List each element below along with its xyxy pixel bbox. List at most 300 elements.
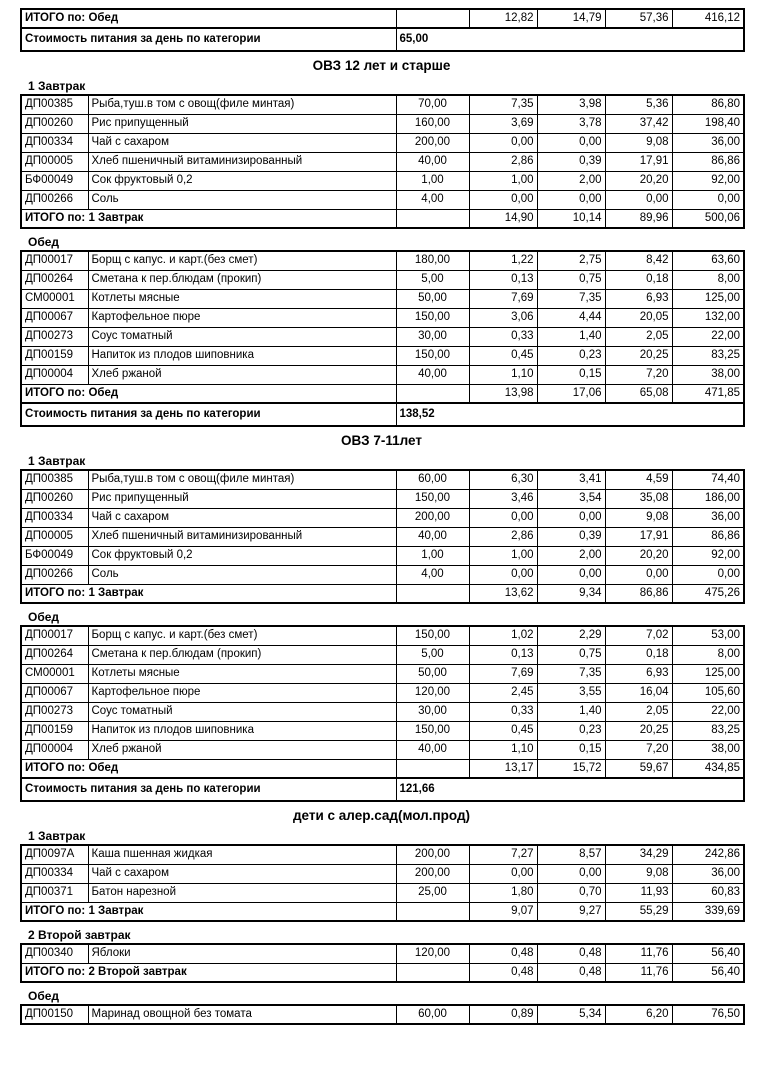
total-row-value: 9,07 <box>469 902 537 921</box>
item-code: ДП00017 <box>21 626 88 645</box>
item-value: 0,18 <box>605 645 672 664</box>
item-value: 1,40 <box>537 702 605 721</box>
meal-table <box>20 469 745 604</box>
item-code: ДП00273 <box>21 702 88 721</box>
item-value: 0,48 <box>469 944 537 963</box>
item-value: 2,29 <box>537 626 605 645</box>
item-value: 1,02 <box>469 626 537 645</box>
item-code: ДП00273 <box>21 327 88 346</box>
meal-table <box>20 1004 745 1025</box>
item-value: 20,25 <box>605 346 672 365</box>
total-row-value: 86,86 <box>605 584 672 603</box>
item-value: 53,00 <box>672 626 744 645</box>
item-value: 5,36 <box>605 95 672 114</box>
item-code: ДП00005 <box>21 527 88 546</box>
item-value: 74,40 <box>672 470 744 489</box>
item-name: Борщ с капус. и карт.(без смет) <box>88 626 396 645</box>
total-row-value: 57,36 <box>605 9 672 28</box>
item-qty: 200,00 <box>396 845 469 864</box>
item-value: 2,05 <box>605 702 672 721</box>
item-name: Маринад овощной без томата <box>88 1005 396 1024</box>
total-row-value: 0,48 <box>469 963 537 982</box>
item-value: 2,86 <box>469 527 537 546</box>
item-value: 3,55 <box>537 683 605 702</box>
item-value: 86,86 <box>672 527 744 546</box>
item-value: 8,00 <box>672 645 744 664</box>
item-value: 9,08 <box>605 864 672 883</box>
item-code: ДП0097А <box>21 845 88 864</box>
item-name: Чай с сахаром <box>88 508 396 527</box>
total-row-label: ИТОГО по: 2 Второй завтрак <box>21 963 396 982</box>
item-value: 8,00 <box>672 270 744 289</box>
item-value: 83,25 <box>672 721 744 740</box>
item-value: 6,93 <box>605 664 672 683</box>
total-row-value: 56,40 <box>672 963 744 982</box>
total-row <box>21 209 744 228</box>
item-code: ДП00334 <box>21 864 88 883</box>
item-value: 105,60 <box>672 683 744 702</box>
total-row-value: 89,96 <box>605 209 672 228</box>
meal-title: 2 Второй завтрак <box>28 928 131 942</box>
item-value: 0,23 <box>537 346 605 365</box>
item-value: 242,86 <box>672 845 744 864</box>
item-qty: 200,00 <box>396 864 469 883</box>
item-row <box>21 721 744 740</box>
item-qty: 180,00 <box>396 251 469 270</box>
item-value: 9,08 <box>605 508 672 527</box>
total-row-label: ИТОГО по: 1 Завтрак <box>21 902 396 921</box>
item-qty: 30,00 <box>396 327 469 346</box>
item-value: 7,35 <box>469 95 537 114</box>
total-row-value: 471,85 <box>672 384 744 403</box>
total-row-value: 14,90 <box>469 209 537 228</box>
item-code: БФ00049 <box>21 171 88 190</box>
item-value: 35,08 <box>605 489 672 508</box>
item-value: 7,35 <box>537 664 605 683</box>
item-name: Борщ с капус. и карт.(без смет) <box>88 251 396 270</box>
item-name: Чай с сахаром <box>88 864 396 883</box>
item-qty: 4,00 <box>396 565 469 584</box>
item-value: 7,02 <box>605 626 672 645</box>
total-row-label: ИТОГО по: Обед <box>21 384 396 403</box>
item-row <box>21 883 744 902</box>
item-value: 0,70 <box>537 883 605 902</box>
item-value: 0,00 <box>672 190 744 209</box>
item-row <box>21 527 744 546</box>
day-cost-value: 121,66 <box>396 778 744 801</box>
item-name: Сметана к пер.блюдам (прокип) <box>88 645 396 664</box>
item-value: 0,23 <box>537 721 605 740</box>
item-value: 86,80 <box>672 95 744 114</box>
item-value: 76,50 <box>672 1005 744 1024</box>
item-qty: 160,00 <box>396 114 469 133</box>
total-row-value: 55,29 <box>605 902 672 921</box>
item-value: 56,40 <box>672 944 744 963</box>
item-value: 4,44 <box>537 308 605 327</box>
category-title: ОВЗ 12 лет и старше <box>312 58 451 73</box>
item-code: ДП00159 <box>21 346 88 365</box>
item-name: Напиток из плодов шиповника <box>88 721 396 740</box>
item-value: 60,83 <box>672 883 744 902</box>
item-value: 3,69 <box>469 114 537 133</box>
item-code: ДП00067 <box>21 683 88 702</box>
item-value: 83,25 <box>672 346 744 365</box>
total-row-label: ИТОГО по: 1 Завтрак <box>21 584 396 603</box>
item-name: Соус томатный <box>88 702 396 721</box>
total-row-label: ИТОГО по: 1 Завтрак <box>21 209 396 228</box>
item-value: 4,59 <box>605 470 672 489</box>
item-value: 0,18 <box>605 270 672 289</box>
item-value: 0,39 <box>537 152 605 171</box>
item-code: ДП00266 <box>21 190 88 209</box>
item-value: 3,78 <box>537 114 605 133</box>
item-value: 0,75 <box>537 645 605 664</box>
item-value: 3,41 <box>537 470 605 489</box>
item-value: 6,30 <box>469 470 537 489</box>
item-value: 0,00 <box>469 133 537 152</box>
item-value: 0,00 <box>537 508 605 527</box>
item-qty: 50,00 <box>396 664 469 683</box>
item-value: 0,89 <box>469 1005 537 1024</box>
item-qty: 25,00 <box>396 883 469 902</box>
item-qty: 150,00 <box>396 721 469 740</box>
total-row-empty-cell <box>396 584 469 603</box>
item-value: 1,10 <box>469 365 537 384</box>
item-name: Хлеб ржаной <box>88 365 396 384</box>
item-qty: 40,00 <box>396 365 469 384</box>
item-name: Чай с сахаром <box>88 133 396 152</box>
item-value: 0,00 <box>537 565 605 584</box>
item-row <box>21 289 744 308</box>
item-name: Соль <box>88 190 396 209</box>
item-row <box>21 346 744 365</box>
item-code: ДП00334 <box>21 508 88 527</box>
item-qty: 150,00 <box>396 308 469 327</box>
total-row-value: 339,69 <box>672 902 744 921</box>
item-value: 0,48 <box>537 944 605 963</box>
item-name: Котлеты мясные <box>88 289 396 308</box>
item-value: 0,15 <box>537 740 605 759</box>
item-value: 2,86 <box>469 152 537 171</box>
item-value: 1,40 <box>537 327 605 346</box>
item-value: 22,00 <box>672 702 744 721</box>
item-value: 86,86 <box>672 152 744 171</box>
item-value: 0,00 <box>469 864 537 883</box>
total-row-empty-cell <box>396 209 469 228</box>
item-qty: 40,00 <box>396 152 469 171</box>
day-cost-label: Стоимость питания за день по категории <box>21 778 396 801</box>
item-row <box>21 308 744 327</box>
total-row <box>21 384 744 403</box>
item-qty: 30,00 <box>396 702 469 721</box>
item-code: ДП00159 <box>21 721 88 740</box>
total-row <box>21 584 744 603</box>
item-value: 20,25 <box>605 721 672 740</box>
total-row-empty-cell <box>396 9 469 28</box>
item-name: Яблоки <box>88 944 396 963</box>
item-name: Картофельное пюре <box>88 308 396 327</box>
item-qty: 150,00 <box>396 489 469 508</box>
item-value: 36,00 <box>672 133 744 152</box>
item-row <box>21 133 744 152</box>
item-qty: 120,00 <box>396 683 469 702</box>
item-code: ДП00371 <box>21 883 88 902</box>
item-row <box>21 171 744 190</box>
item-value: 0,13 <box>469 270 537 289</box>
item-value: 7,69 <box>469 664 537 683</box>
item-value: 8,57 <box>537 845 605 864</box>
total-row-value: 14,79 <box>537 9 605 28</box>
total-row-value: 434,85 <box>672 759 744 778</box>
item-code: СМ00001 <box>21 664 88 683</box>
item-value: 7,35 <box>537 289 605 308</box>
item-row <box>21 365 744 384</box>
day-cost-value: 138,52 <box>396 403 744 426</box>
item-value: 36,00 <box>672 508 744 527</box>
item-name: Рыба,туш.в том с овощ(филе минтая) <box>88 470 396 489</box>
item-value: 6,93 <box>605 289 672 308</box>
item-name: Хлеб ржаной <box>88 740 396 759</box>
item-row <box>21 489 744 508</box>
item-row <box>21 470 744 489</box>
item-value: 17,91 <box>605 152 672 171</box>
item-code: ДП00266 <box>21 565 88 584</box>
item-qty: 150,00 <box>396 346 469 365</box>
item-value: 16,04 <box>605 683 672 702</box>
total-row <box>21 759 744 778</box>
item-name: Хлеб пшеничный витаминизированный <box>88 152 396 171</box>
item-code: ДП00264 <box>21 270 88 289</box>
total-row-value: 10,14 <box>537 209 605 228</box>
item-code: БФ00049 <box>21 546 88 565</box>
item-qty: 70,00 <box>396 95 469 114</box>
total-row-value: 13,62 <box>469 584 537 603</box>
item-name: Хлеб пшеничный витаминизированный <box>88 527 396 546</box>
total-row-value: 11,76 <box>605 963 672 982</box>
item-code: ДП00385 <box>21 95 88 114</box>
item-row <box>21 190 744 209</box>
item-value: 125,00 <box>672 289 744 308</box>
item-value: 20,20 <box>605 546 672 565</box>
item-row <box>21 152 744 171</box>
item-value: 3,98 <box>537 95 605 114</box>
item-code: ДП00334 <box>21 133 88 152</box>
item-value: 0,00 <box>605 190 672 209</box>
item-name: Батон нарезной <box>88 883 396 902</box>
item-code: ДП00260 <box>21 114 88 133</box>
item-value: 2,00 <box>537 546 605 565</box>
item-value: 1,10 <box>469 740 537 759</box>
meal-table <box>20 625 745 802</box>
total-row <box>21 9 744 28</box>
item-value: 198,40 <box>672 114 744 133</box>
item-code: ДП00150 <box>21 1005 88 1024</box>
item-qty: 1,00 <box>396 171 469 190</box>
item-row <box>21 95 744 114</box>
item-value: 0,00 <box>605 565 672 584</box>
item-value: 125,00 <box>672 664 744 683</box>
total-row-value: 0,48 <box>537 963 605 982</box>
total-row-value: 9,34 <box>537 584 605 603</box>
total-row-value: 12,82 <box>469 9 537 28</box>
item-value: 0,13 <box>469 645 537 664</box>
item-value: 5,34 <box>537 1005 605 1024</box>
item-name: Сметана к пер.блюдам (прокип) <box>88 270 396 289</box>
item-row <box>21 740 744 759</box>
item-value: 0,75 <box>537 270 605 289</box>
meal-title: 1 Завтрак <box>28 79 86 93</box>
item-qty: 60,00 <box>396 470 469 489</box>
item-value: 17,91 <box>605 527 672 546</box>
day-cost-row <box>21 403 744 426</box>
item-value: 38,00 <box>672 740 744 759</box>
total-row-empty-cell <box>396 759 469 778</box>
item-qty: 40,00 <box>396 740 469 759</box>
item-row <box>21 565 744 584</box>
item-value: 92,00 <box>672 546 744 565</box>
item-value: 11,93 <box>605 883 672 902</box>
item-value: 6,20 <box>605 1005 672 1024</box>
item-value: 1,22 <box>469 251 537 270</box>
total-row-empty-cell <box>396 963 469 982</box>
item-value: 7,27 <box>469 845 537 864</box>
item-name: Напиток из плодов шиповника <box>88 346 396 365</box>
carryover-totals-table <box>20 8 745 52</box>
item-value: 63,60 <box>672 251 744 270</box>
item-row <box>21 702 744 721</box>
item-value: 0,00 <box>469 508 537 527</box>
meal-title: Обед <box>28 989 60 1003</box>
total-row-value: 15,72 <box>537 759 605 778</box>
item-value: 0,00 <box>537 190 605 209</box>
item-value: 1,00 <box>469 546 537 565</box>
item-row <box>21 546 744 565</box>
meal-table <box>20 94 745 229</box>
item-value: 7,20 <box>605 740 672 759</box>
item-code: ДП00340 <box>21 944 88 963</box>
item-name: Котлеты мясные <box>88 664 396 683</box>
item-row <box>21 845 744 864</box>
item-row <box>21 626 744 645</box>
item-value: 3,54 <box>537 489 605 508</box>
item-row <box>21 645 744 664</box>
item-value: 1,80 <box>469 883 537 902</box>
item-row <box>21 864 744 883</box>
item-value: 7,69 <box>469 289 537 308</box>
meal-table <box>20 844 745 922</box>
item-name: Картофельное пюре <box>88 683 396 702</box>
category-title: дети с алер.сад(мол.прод) <box>292 808 471 823</box>
total-row-value: 416,12 <box>672 9 744 28</box>
item-name: Рис припущенный <box>88 489 396 508</box>
item-qty: 4,00 <box>396 190 469 209</box>
item-value: 8,42 <box>605 251 672 270</box>
item-name: Соль <box>88 565 396 584</box>
day-cost-label: Стоимость питания за день по категории <box>21 403 396 426</box>
item-value: 11,76 <box>605 944 672 963</box>
total-row-empty-cell <box>396 384 469 403</box>
total-row <box>21 902 744 921</box>
item-qty: 5,00 <box>396 270 469 289</box>
total-row-value: 13,98 <box>469 384 537 403</box>
total-row-value: 500,06 <box>672 209 744 228</box>
item-value: 3,06 <box>469 308 537 327</box>
item-code: ДП00260 <box>21 489 88 508</box>
item-code: ДП00385 <box>21 470 88 489</box>
item-row <box>21 251 744 270</box>
item-qty: 40,00 <box>396 527 469 546</box>
item-row <box>21 114 744 133</box>
item-value: 0,00 <box>672 565 744 584</box>
item-name: Соус томатный <box>88 327 396 346</box>
item-value: 132,00 <box>672 308 744 327</box>
item-code: ДП00004 <box>21 365 88 384</box>
meal-title: Обед <box>28 235 60 249</box>
item-row <box>21 664 744 683</box>
item-row <box>21 683 744 702</box>
meal-title: Обед <box>28 610 60 624</box>
item-code: ДП00005 <box>21 152 88 171</box>
item-name: Сок фруктовый 0,2 <box>88 546 396 565</box>
item-qty: 200,00 <box>396 508 469 527</box>
category-title: ОВЗ 7-11лет <box>341 433 422 448</box>
total-row-empty-cell <box>396 902 469 921</box>
item-value: 1,00 <box>469 171 537 190</box>
item-code: СМ00001 <box>21 289 88 308</box>
item-value: 0,33 <box>469 327 537 346</box>
item-row <box>21 327 744 346</box>
meal-title: 1 Завтрак <box>28 829 86 843</box>
day-cost-label: Стоимость питания за день по категории <box>21 28 396 51</box>
item-value: 0,00 <box>469 190 537 209</box>
item-row <box>21 944 744 963</box>
item-value: 38,00 <box>672 365 744 384</box>
item-value: 0,00 <box>537 864 605 883</box>
item-value: 2,00 <box>537 171 605 190</box>
total-row <box>21 963 744 982</box>
item-value: 0,00 <box>537 133 605 152</box>
item-value: 20,20 <box>605 171 672 190</box>
item-row <box>21 270 744 289</box>
item-value: 2,75 <box>537 251 605 270</box>
item-value: 92,00 <box>672 171 744 190</box>
item-value: 3,46 <box>469 489 537 508</box>
item-value: 0,15 <box>537 365 605 384</box>
item-qty: 5,00 <box>396 645 469 664</box>
day-cost-row <box>21 778 744 801</box>
item-value: 9,08 <box>605 133 672 152</box>
total-row-value: 65,08 <box>605 384 672 403</box>
item-name: Рыба,туш.в том с овощ(филе минтая) <box>88 95 396 114</box>
item-row <box>21 1005 744 1024</box>
item-value: 2,45 <box>469 683 537 702</box>
day-cost-value: 65,00 <box>396 28 744 51</box>
item-value: 186,00 <box>672 489 744 508</box>
meal-table <box>20 943 745 983</box>
item-qty: 60,00 <box>396 1005 469 1024</box>
total-row-value: 475,26 <box>672 584 744 603</box>
item-code: ДП00067 <box>21 308 88 327</box>
item-value: 2,05 <box>605 327 672 346</box>
item-value: 37,42 <box>605 114 672 133</box>
item-code: ДП00264 <box>21 645 88 664</box>
item-qty: 150,00 <box>396 626 469 645</box>
total-row-value: 59,67 <box>605 759 672 778</box>
item-name: Каша пшенная жидкая <box>88 845 396 864</box>
item-code: ДП00017 <box>21 251 88 270</box>
item-value: 0,33 <box>469 702 537 721</box>
item-name: Рис припущенный <box>88 114 396 133</box>
